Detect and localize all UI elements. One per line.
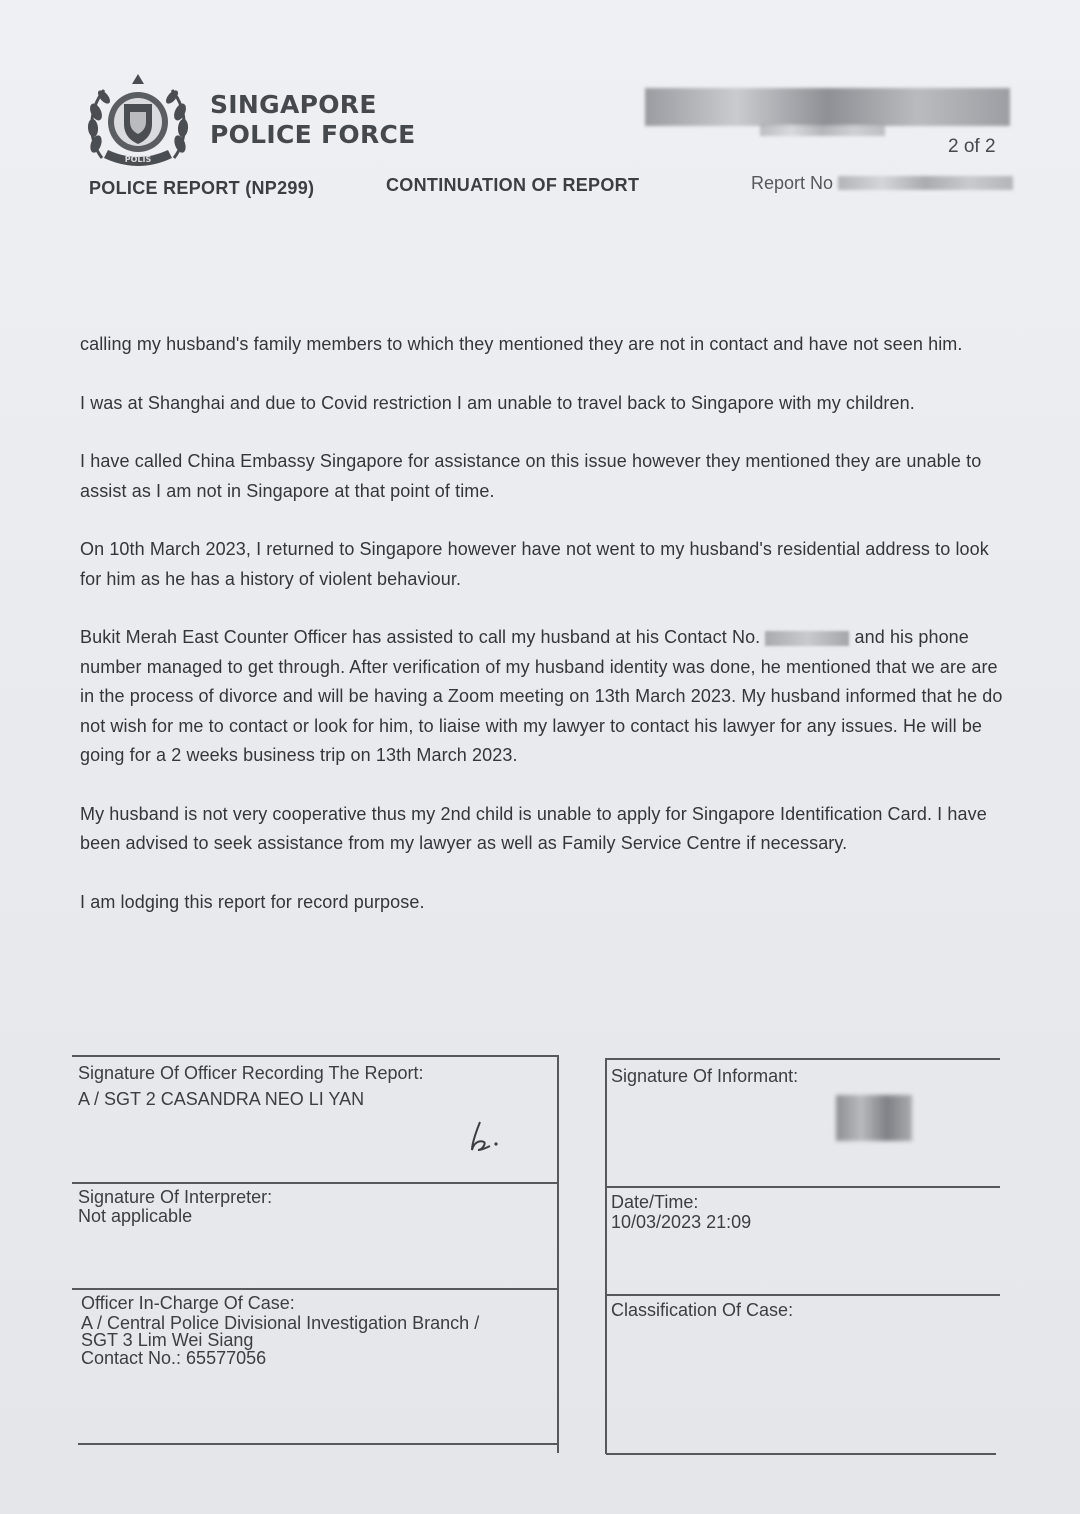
narrative-paragraph: My husband is not very cooperative thus my 2nd child is unable to apply for Singapore Identification Card. I have been advised to seek assistance from my lawyer as well as Family Service Centre if necessary.: [80, 803, 987, 853]
police-crest-logo: [84, 70, 192, 178]
datetime-value: 10/03/2023 21:09: [611, 1212, 752, 1232]
table-rule: [606, 1453, 996, 1455]
redacted-informant-signature: [836, 1095, 912, 1141]
organization-name: [210, 90, 416, 150]
table-rule: [72, 1288, 558, 1290]
officer-signature: [466, 1118, 506, 1158]
redacted-report-number: [838, 176, 1013, 190]
table-rule: [557, 1055, 559, 1453]
org-name-line1: SINGAPORE: [210, 90, 377, 119]
page-count: 2 of 2: [948, 136, 996, 157]
form-title: CONTINUATION OF REPORT: [386, 175, 640, 195]
narrative-paragraph: [80, 623, 1005, 771]
narrative-paragraph: I am lodging this report for record purpose.: [80, 891, 425, 912]
table-rule: [605, 1058, 607, 1454]
report-narrative: [80, 330, 1005, 946]
logo-text: POLIS: [124, 155, 152, 164]
table-rule: [72, 1055, 558, 1057]
table-rule: [606, 1058, 1000, 1060]
narrative-text: and his phone number managed to get through. After verification of my husband identity was done, he mentioned that we are are in the process of divorce and will be having a Zoom meeting on 13th March 2023. My husband informed that he do not wish for me to contact or look for him, to liaise with my lawyer to contact his lawyer for any issues. He will be going for a 2 weeks business trip on 13th March 2023.: [80, 627, 1003, 765]
narrative-paragraph: I have called China Embassy Singapore for assistance on this issue however they mentioned they are unable to assist as I am not in Singapore at that point of time.: [80, 451, 982, 501]
officer-in-charge-contact: Contact No.: 65577056: [81, 1348, 267, 1368]
redacted-block: [645, 88, 1010, 126]
narrative-paragraph: On 10th March 2023, I returned to Singapore however have not went to my husband's residential address to look for him as he has a history of violent behaviour.: [80, 539, 989, 589]
table-rule: [606, 1294, 1000, 1296]
datetime-label: Date/Time:: [611, 1192, 699, 1212]
officer-in-charge-name: SGT 3 Lim Wei Siang: [81, 1330, 254, 1350]
org-name-line2: POLICE FORCE: [210, 120, 416, 149]
redacted-contact-number: [765, 631, 849, 646]
classification-label: Classification Of Case:: [611, 1300, 794, 1320]
officer-name: A / SGT 2 CASANDRA NEO LI YAN: [78, 1089, 365, 1109]
interpreter-value: Not applicable: [78, 1206, 193, 1226]
redacted-block: [760, 124, 885, 136]
narrative-paragraph: calling my husband's family members to which they mentioned they are not in contact and have not seen him.: [80, 334, 963, 354]
table-rule: [78, 1443, 558, 1445]
narrative-paragraph: I was at Shanghai and due to Covid restriction I am unable to travel back to Singapore with my children.: [80, 392, 915, 413]
informant-signature-label: Signature Of Informant:: [611, 1066, 799, 1086]
officer-in-charge-unit: A / Central Police Divisional Investigation Branch /: [81, 1313, 480, 1333]
report-number-label: Report No: [751, 173, 834, 193]
officer-in-charge-label: Officer In-Charge Of Case:: [81, 1293, 295, 1313]
table-rule: [606, 1186, 1000, 1188]
form-code: POLICE REPORT (NP299): [89, 178, 315, 198]
narrative-text: Bukit Merah East Counter Officer has assisted to call my husband at his Contact No.: [80, 627, 761, 647]
officer-signature-label: Signature Of Officer Recording The Report:: [78, 1063, 424, 1083]
table-rule: [72, 1182, 558, 1184]
interpreter-signature-label: Signature Of Interpreter:: [78, 1187, 273, 1207]
